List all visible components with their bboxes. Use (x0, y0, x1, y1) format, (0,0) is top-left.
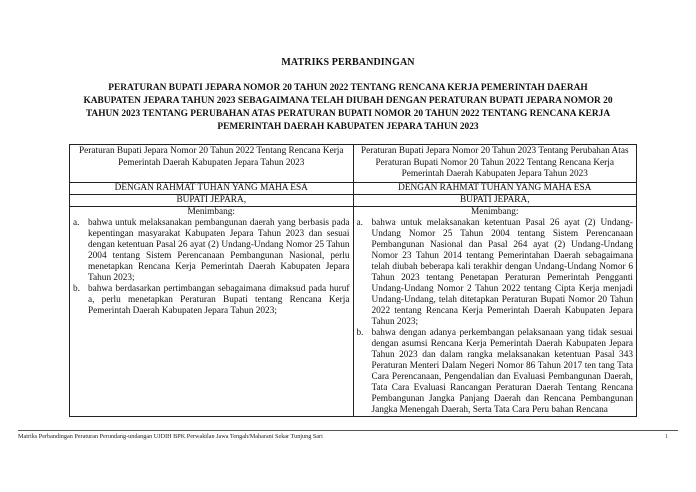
subtitle-line: PEMERINTAH DAERAH KABUPATEN JEPARA TAHUN 2023 (217, 122, 479, 132)
rahmat-right: DENGAN RAHMAT TUHAN YANG MAHA ESA (353, 182, 637, 194)
list-item (73, 284, 350, 317)
list-item (357, 218, 634, 328)
list-item (73, 218, 350, 284)
item-marker: a. (73, 217, 80, 228)
left-column-header: Peraturan Bupati Jepara Nomor 20 Tahun 2022 Tentang Rencana Kerja Pemerintah Daerah Kabupaten Jepara Tahun 2023 (70, 145, 354, 183)
bupati-left: BUPATI JEPARA, (70, 194, 354, 206)
document-title: MATRIKS PERBANDINGAN (281, 57, 415, 68)
table-row (70, 194, 637, 206)
table-row (70, 206, 637, 416)
menimbang-left-cell (70, 206, 354, 416)
item-text: bahwa untuk melaksanakan pembangunan daerah yang berbasis pada kepentingan masyarakat Kabupaten Jepara Tahun 2023 dan sesuai dengan ketentuan Pasal 26 ayat (2) Undang-Undang Nomor 25 Tahun 2004 tentang Sistem Perencanaan Pembangunan Nasional, perlu menetapkan Rencana Kerja Pemerintah Daerah Kabupaten Jepara Tahun 2023; (88, 217, 350, 283)
item-text: bahwa dengan adanya perkembangan pelaksanaan yang tidak sesuai dengan asumsi Rencana Kerja Pemerintah Daerah Kabupaten Jepara Tahun 2023 dan dalam rangka melaksanakan ketentuan Pasal 343 Peraturan Menteri Dalam Negeri Nomor 86 Tahun 2017 ten tang Tata Cara Perencanaan, Pengendalian dan Evaluasi Pembangunan Daerah, Tata Cara Evaluasi Rancangan Peraturan Daerah Tentang Rencana Pembangunan Jangka Panjang Daerah dan Rencana Pembangunan Jangka Menengah Daerah, Serta Tata Cara Peru bahan Rencana (371, 327, 633, 415)
menimbang-right-cell (353, 206, 637, 416)
footer-divider (18, 430, 678, 431)
item-text: bahwa untuk melaksanakan ketentuan Pasal 26 ayat (2) Undang-Undang Nomor 25 Tahun 2004 tentang Sistem Perencanaan Pembangunan Nasional dan Pasal 264 ayat (2) Undang-Undang Nomor 23 Tahun 2014 tentang Pemerintahan Daerah sebagaimana telah diubah beberapa kali terakhir dengan Undang-Undang Nomor 6 Tahun 2023 tentang Penetapan Peraturan Pemerintah Pengganti Undang-Undang Nomor 2 Tahun 2022 tentang Cipta Kerja menjadi Undang-Undang, telah ditetapkan Peraturan Bupati Nomor 20 Tahun 2022 tentang Rencana Kerja Pemerintah Daerah Kabupaten Jepara Tahun 2023; (371, 217, 633, 327)
subtitle-line: KABUPATEN JEPARA TAHUN 2023 SEBAGAIMANA TELAH DIUBAH DENGAN PERATURAN BUPATI JEPARA NOMOR 20 (83, 96, 613, 106)
table-row (70, 182, 637, 194)
comparison-table (69, 144, 637, 417)
subtitle-line: PERATURAN BUPATI JEPARA NOMOR 20 TAHUN 2022 TENTANG RENCANA KERJA PEMERINTAH DAERAH (108, 83, 588, 93)
page-number: 1 (665, 433, 669, 440)
item-marker: b. (73, 283, 80, 294)
menimbang-label: Menimbang: (470, 206, 519, 217)
item-text: bahwa berdasarkan pertimbangan sebagaimana dimaksud pada huruf a, perlu menetapkan Peraturan Bupati tentang Rencana Kerja Pemerintah Daerah Kabupaten Jepara Tahun 2023; (88, 283, 350, 316)
right-column-header: Peraturan Bupati Jepara Nomor 20 Tahun 2023 Tentang Perubahan Atas Peraturan Bupati Nomor 20 Tahun 2022 Tentang Rencana Kerja Pemerintah Daerah Kabupaten Jepara Tahun 2023 (353, 145, 637, 183)
menimbang-label: Menimbang: (187, 206, 235, 217)
list-item (357, 328, 634, 416)
item-marker: a. (356, 217, 363, 228)
document-subtitle (60, 82, 636, 134)
table-header-row (70, 145, 637, 183)
bupati-right: BUPATI JEPARA, (353, 194, 637, 206)
subtitle-line: TAHUN 2023 TENTANG PERUBAHAN ATAS PERATURAN BUPATI NOMOR 20 TAHUN 2022 TENTANG RENCANA KERJA (85, 109, 611, 119)
item-marker: b. (356, 327, 364, 338)
footer-text: Matriks Perbandingan Peraturan Perundang-undangan UJDIH BPK Perwakilan Jawa Tengah/Maharani Sekar Tunjung Sari (18, 433, 323, 440)
rahmat-left: DENGAN RAHMAT TUHAN YANG MAHA ESA (70, 182, 354, 194)
